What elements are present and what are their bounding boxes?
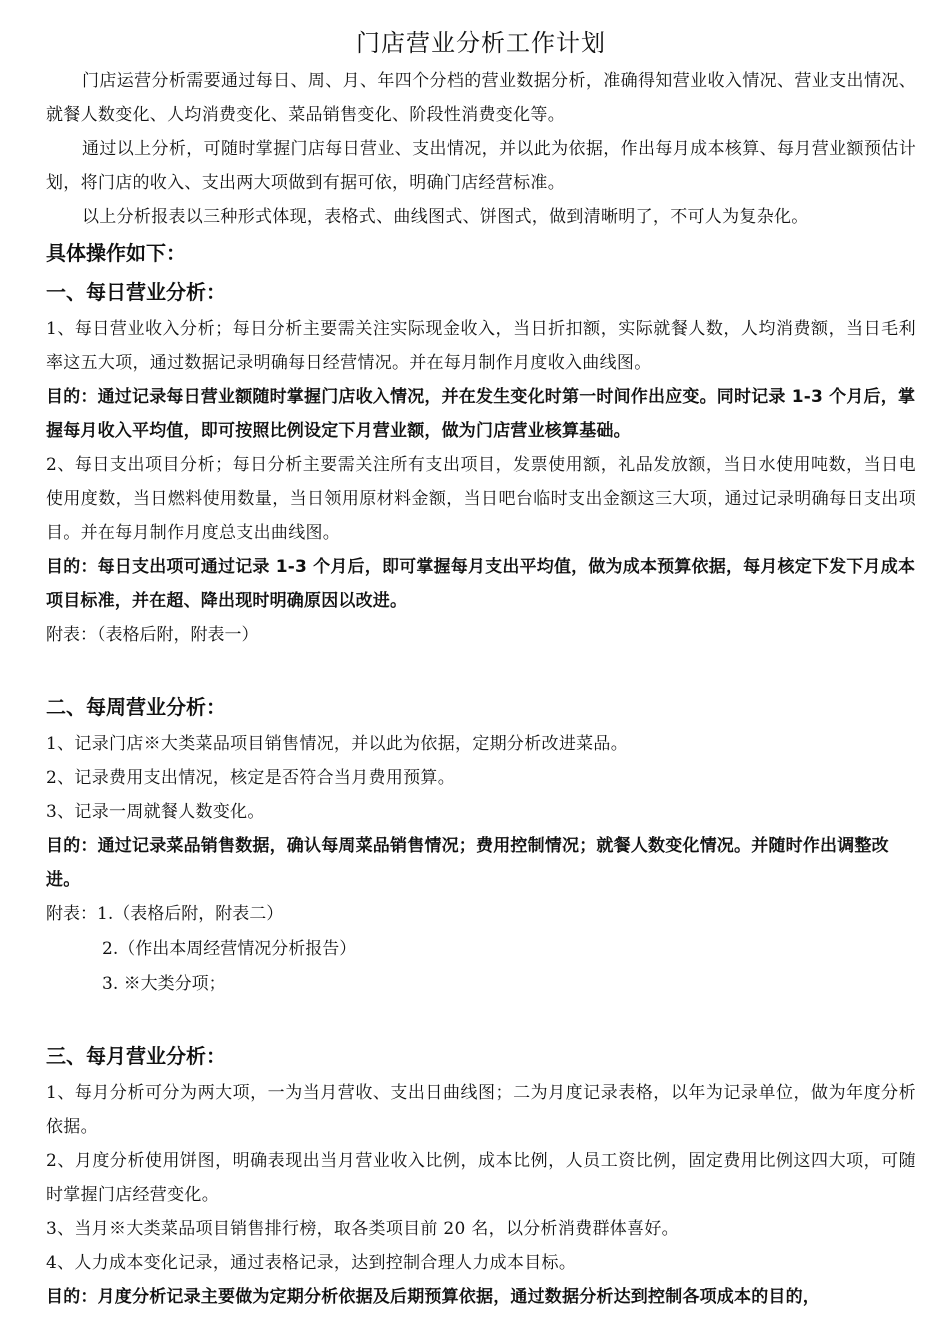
weekly-section-heading: 二、每周营业分析： xyxy=(46,695,226,719)
daily-purpose-1: 目的：通过记录每日营业额随时掌握门店收入情况，并在发生变化时第一时间作出应变。同时记录 1-3 个月后，掌握每月收入平均值，即可按照比例设定下月营业额，做为门店营业核算基础。 xyxy=(46,387,916,441)
weekly-item-1: 1、记录门店※大类菜品项目销售情况，并以此为依据，定期分析改进菜品。 xyxy=(46,734,629,754)
daily-attachment-note: 附表：（表格后附，附表一） xyxy=(46,625,259,645)
monthly-item-2: 2、月度分析使用饼图，明确表现出当月营业收入比例，成本比例，人员工资比例，固定费用比例这四大项，可随时掌握门店经营变化。 xyxy=(46,1151,916,1205)
intro-paragraph-2: 通过以上分析，可随时掌握门店每日营业、支出情况，并以此为依据，作出每月成本核算、每月营业额预估计划，将门店的收入、支出两大项做到有据可依，明确门店经营标准。 xyxy=(46,139,916,193)
spacer xyxy=(46,653,916,687)
intro-paragraph-1: 门店运营分析需要通过每日、周、月、年四个分档的营业数据分析，准确得知营业收入情况、营业支出情况、就餐人数变化、人均消费变化、菜品销售变化、阶段性消费变化等。 xyxy=(46,71,916,125)
daily-item-2: 2、每日支出项目分析；每日分析主要需关注所有支出项目，发票使用额，礼品发放额，当日水使用吨数，当日电使用度数，当日燃料使用数量，当日领用原材料金额，当日吧台临时支出金额这三大项，通过记录明确每日支出项目。并在每月制作月度总支出曲线图。 xyxy=(46,455,916,543)
daily-purpose-2: 目的：每日支出项可通过记录 1-3 个月后，即可掌握每月支出平均值，做为成本预算依据，每月核定下发下月成本项目标准，并在超、降出现时明确原因以改进。 xyxy=(46,557,916,611)
document-page xyxy=(46,24,916,1314)
daily-item-1: 1、每日营业收入分析；每日分析主要需关注实际现金收入，当日折扣额，实际就餐人数，人均消费额，当日毛利率这五大项，通过数据记录明确每日经营情况。并在每月制作月度收入曲线图。 xyxy=(46,319,916,373)
page-title: 门店营业分析工作计划 xyxy=(356,29,606,57)
monthly-item-3: 3、当月※大类菜品项目销售排行榜，取各类项目前 20 名，以分析消费群体喜好。 xyxy=(46,1219,679,1239)
intro-paragraph-3: 以上分析报表以三种形式体现，表格式、曲线图式、饼图式，做到清晰明了，不可人为复杂化。 xyxy=(82,207,809,227)
weekly-attachment-3: 3. ※大类分项； xyxy=(102,974,226,994)
weekly-attachment-1: 附表：1.（表格后附，附表二） xyxy=(46,904,284,924)
spacer xyxy=(46,1002,916,1036)
weekly-item-3: 3、记录一周就餐人数变化。 xyxy=(46,802,265,822)
monthly-item-1: 1、每月分析可分为两大项，一为当月营收、支出日曲线图；二为月度记录表格，以年为记录单位，做为年度分析依据。 xyxy=(46,1083,916,1137)
monthly-purpose: 目的：月度分析记录主要做为定期分析依据及后期预算依据，通过数据分析达到控制各项成本的目的， xyxy=(46,1287,820,1307)
weekly-item-2: 2、记录费用支出情况，核定是否符合当月费用预算。 xyxy=(46,768,456,788)
weekly-purpose: 目的：通过记录菜品销售数据，确认每周菜品销售情况；费用控制情况；就餐人数变化情况。并随时作出调整改进。 xyxy=(46,836,889,890)
weekly-attachment-2: 2.（作出本周经营情况分析报告） xyxy=(102,939,357,959)
monthly-section-heading: 三、每月营业分析： xyxy=(46,1044,226,1068)
operations-heading: 具体操作如下： xyxy=(46,241,186,265)
daily-section-heading: 一、每日营业分析： xyxy=(46,280,226,304)
monthly-item-4: 4、人力成本变化记录，通过表格记录，达到控制合理人力成本目标。 xyxy=(46,1253,577,1273)
